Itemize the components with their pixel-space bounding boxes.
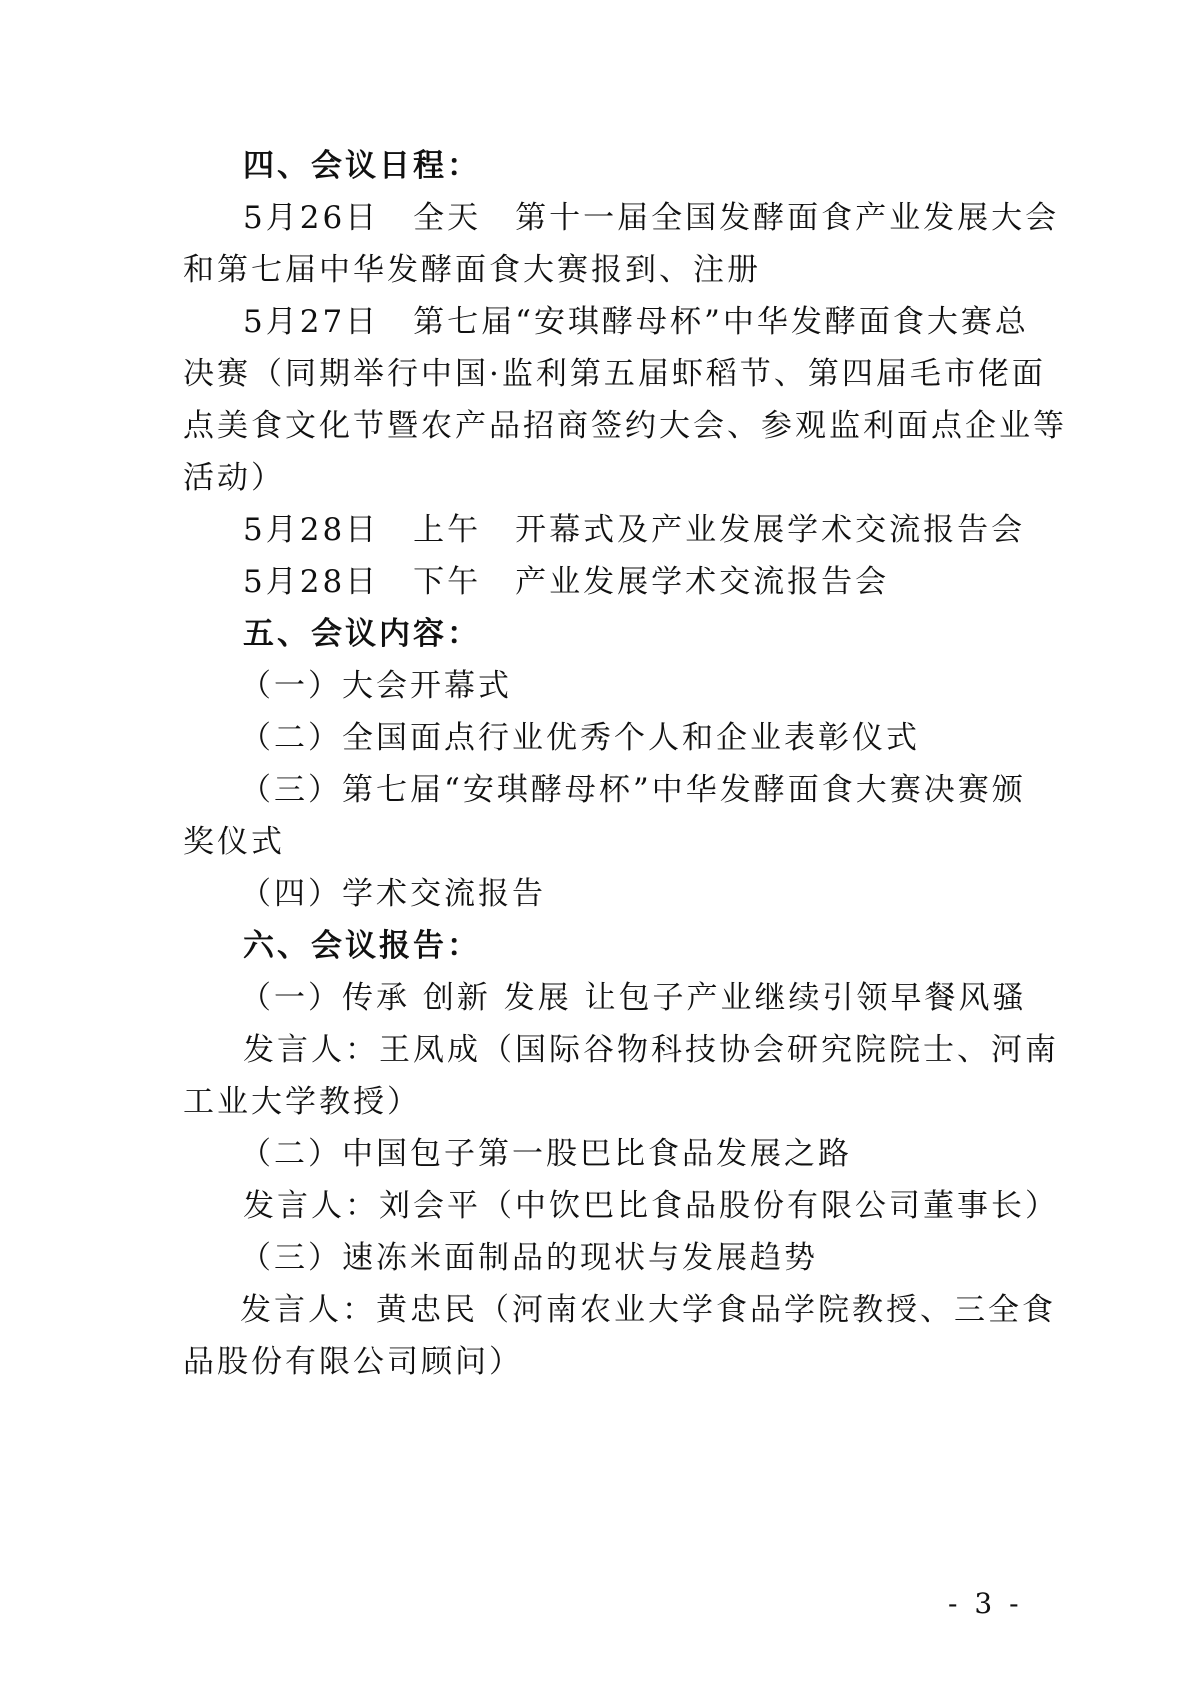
- section-4-heading: 四、会议日程：: [243, 148, 481, 184]
- report-title: （二）中国包子第一股巴比食品发展之路: [240, 1136, 852, 1172]
- section-5-heading: 五、会议内容：: [243, 616, 481, 652]
- report-title: （三）速冻米面制品的现状与发展趋势: [240, 1240, 818, 1276]
- section-6-heading: 六、会议报告：: [243, 928, 481, 964]
- page-number: - 3 -: [948, 1587, 1023, 1620]
- report-title: （一）传承 创新 发展 让包子产业继续引领早餐风骚: [240, 980, 1027, 1016]
- content-line: （三）第七届“安琪酵母杯”中华发酵面食大赛决赛颁: [240, 772, 1026, 808]
- schedule-line: 5月28日 下午 产业发展学术交流报告会: [243, 564, 890, 600]
- speaker-line: 发言人：王凤成（国际谷物科技协会研究院院士、河南: [243, 1032, 1059, 1068]
- schedule-line: 5月28日 上午 开幕式及产业发展学术交流报告会: [243, 512, 1026, 548]
- speaker-line: 工业大学教授）: [183, 1084, 421, 1120]
- speaker-line: 发言人：刘会平（中饮巴比食品股份有限公司董事长）: [243, 1188, 1059, 1224]
- schedule-line: 5月26日 全天 第十一届全国发酵面食产业发展大会: [243, 200, 1060, 236]
- schedule-line: 点美食文化节暨农产品招商签约大会、参观监利面点企业等: [183, 408, 1067, 444]
- content-line: 奖仪式: [183, 824, 285, 860]
- speaker-line: 发言人：黄忠民（河南农业大学食品学院教授、三全食: [240, 1292, 1056, 1328]
- schedule-line: 决赛（同期举行中国·监利第五届虾稻节、第四届毛市佬面: [183, 356, 1046, 392]
- content-line: （四）学术交流报告: [240, 876, 546, 912]
- schedule-line: 活动）: [183, 460, 285, 496]
- content-line: （一）大会开幕式: [240, 668, 512, 704]
- speaker-line: 品股份有限公司顾问）: [183, 1344, 523, 1380]
- schedule-line: 和第七届中华发酵面食大赛报到、注册: [183, 252, 761, 288]
- content-line: （二）全国面点行业优秀个人和企业表彰仪式: [240, 720, 920, 756]
- schedule-line: 5月27日 第七届“安琪酵母杯”中华发酵面食大赛总: [243, 304, 1029, 340]
